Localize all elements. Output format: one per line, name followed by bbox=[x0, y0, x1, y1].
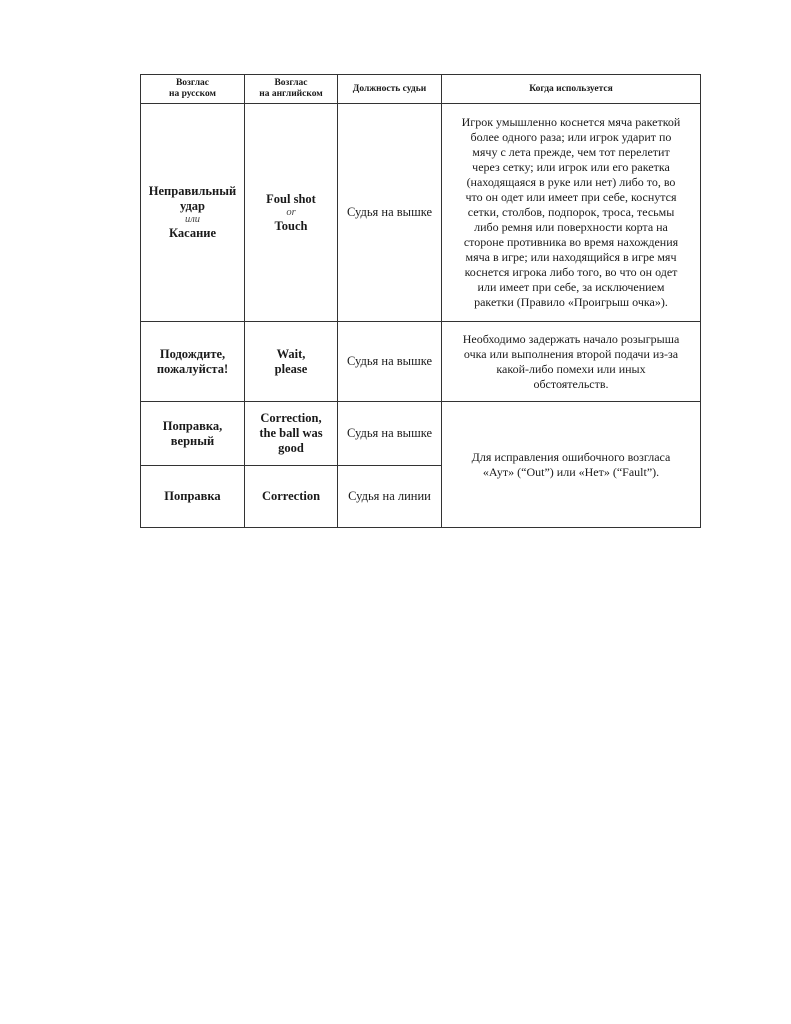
english-call-cell: Correction bbox=[245, 466, 338, 528]
table-row bbox=[141, 322, 701, 402]
table-row bbox=[141, 402, 701, 466]
english-call-cell: Correction, the ball was good bbox=[245, 402, 338, 466]
russian-call-cell: Поправка, верный bbox=[141, 402, 245, 466]
referee-position-cell: Судья на линии bbox=[338, 466, 442, 528]
english-call-cell: Wait, please bbox=[245, 322, 338, 402]
russian-call-cell: Неправильный удар или Касание bbox=[141, 104, 245, 322]
usage-cell: Для исправления ошибочного возгласа «Аут» (“Out”) или «Нет» (“Fault”). bbox=[442, 402, 701, 528]
header-russian-call: Возглас на русском bbox=[141, 75, 245, 104]
referee-position-cell: Судья на вышке bbox=[338, 322, 442, 402]
header-row bbox=[141, 75, 701, 104]
header-english-call: Возглас на английском bbox=[245, 75, 338, 104]
referee-calls-table bbox=[140, 74, 701, 528]
russian-call-cell: Подождите, пожалуйста! bbox=[141, 322, 245, 402]
referee-position-cell: Судья на вышке bbox=[338, 402, 442, 466]
usage-cell: Необходимо задержать начало розыгрыша очка или выполнения второй подачи из-за какой-либо помехи или иных обстоятельств. bbox=[442, 322, 701, 402]
header-referee-position: Должность судьи bbox=[338, 75, 442, 104]
russian-call-cell: Поправка bbox=[141, 466, 245, 528]
usage-cell: Игрок умышленно коснется мяча ракеткой более одного раза; или игрок ударит по мячу с лета прежде, чем тот перелетит через сетку; или игрок или его ракетка (находящаяся в руке или нет) либо то, во что он одет или имеет при себе, коснутся сетки, столбов, подпорок, троса, тесьмы либо ремня или поверхности корта на стороне противника во время нахождения мяча в игре; или находящийся в игре мяч коснется игрока либо того, во что он одет или имеет при себе, за исключением ракетки (Правило «Проигрыш очка»). bbox=[442, 104, 701, 322]
header-usage: Когда используется bbox=[442, 75, 701, 104]
referee-position-cell: Судья на вышке bbox=[338, 104, 442, 322]
english-call-cell: Foul shot or Touch bbox=[245, 104, 338, 322]
table-row bbox=[141, 104, 701, 322]
